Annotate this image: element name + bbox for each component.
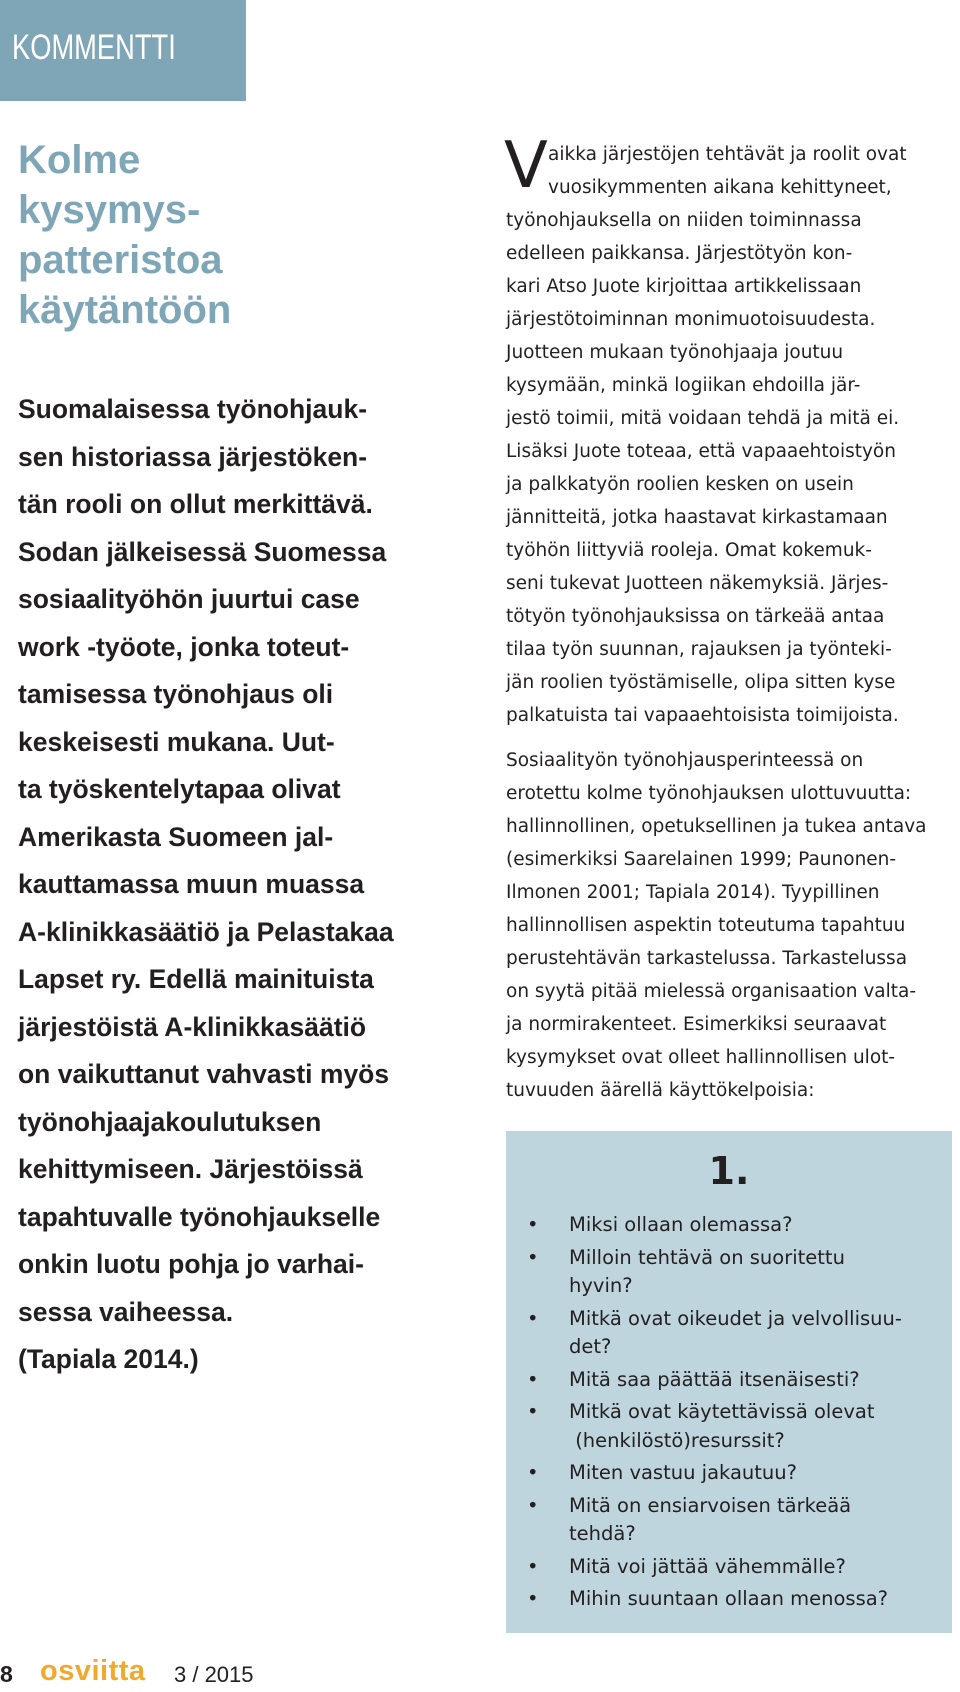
question-item [524,1459,934,1488]
body-line: edelleen paikkansa. Järjestötyön kon- [506,243,853,264]
question-text: Mitä on ensiarvoisen tärkeää [569,1493,852,1517]
question-text: tehdä? [569,1522,636,1545]
question-text: Mitä saa päättää itsenäisesti? [569,1367,860,1391]
question-item [524,1305,934,1362]
body-line: tötyön työnohjauksissa on tärkeää antaa [506,606,885,627]
body-line: aikka järjestöjen tehtävät ja roolit ovat [548,144,907,165]
question-text: Mitkä ovat käytettävissä olevat [569,1400,875,1423]
lead-line: tapahtuvalle työnohjaukselle [18,1201,381,1232]
body-line: palkatuista tai vapaaehtoisista toimijoista. [506,705,899,726]
bullet-icon: • [527,1461,539,1484]
question-text: (henkilöstö)resurssit? [569,1428,785,1452]
lead-line: keskeisesti mukana. Uut- [18,726,335,757]
section-label: KOMMENTTI [12,28,176,67]
page-number: 8 [0,1661,13,1687]
body-paragraph-2 [506,744,936,1107]
body-line: erotettu kolme työnohjauksen ulottuvuutta: [506,783,912,804]
lead-line: work -työote, jonka toteut- [18,631,350,662]
question-text: Miksi ollaan olemassa? [569,1213,793,1236]
title-column [18,135,458,335]
lead-line: Suomalaisessa työnohjauk- [18,394,368,424]
body-line: työhön liittyviä rooleja. Omat kokemuk- [506,540,872,561]
question-item [524,1492,934,1549]
question-box [506,1131,952,1633]
lead-line: A-klinikkasäätiö ja Pelastakaa [18,916,394,947]
magazine-logo: osviitta [40,1655,146,1687]
lead-line: kauttamassa muun muassa [18,869,365,899]
body-line: Sosiaalityön työnohjausperinteessä on [506,750,864,771]
lead-line: ta työskentelytapaa olivat [18,774,341,804]
body-line: tuvuuden äärellä käyttökelpoisia: [506,1080,815,1101]
question-item [524,1366,934,1395]
body-line: jän roolien työstämiselle, olipa sitten kyse [506,672,896,693]
lead-line: sen historiassa järjestöken- [18,441,368,472]
lead-line: sosiaalityöhön juurtui case [18,584,360,614]
body-line: järjestötoiminnan monimuotoisuudesta. [506,309,876,330]
lead-line: tän rooli on ollut merkittävä. [18,489,373,519]
body-line: Lisäksi Juote toteaa, että vapaaehtoistyön [506,441,896,462]
bullet-icon: • [527,1306,539,1330]
body-line: jännitteitä, jotka haastavat kirkastamaan [506,507,888,528]
lead-line: Amerikasta Suomeen jal- [18,821,334,852]
body-column [504,129,936,1107]
question-text: Milloin tehtävä on suoritettu [569,1245,845,1269]
body-line: tilaa työn suunnan, rajauksen ja työnteki- [506,639,892,660]
body-line: ja palkkatyön roolien kesken on usein [506,474,854,495]
body-line: perustehtävän tarkastelussa. Tarkastelussa [506,948,908,969]
bullet-icon: • [527,1367,539,1391]
title-line: kysymys- [18,188,201,232]
question-text: Miten vastuu jakautuu? [569,1461,797,1484]
body-line: ja normirakenteet. Esimerkiksi seuraavat [506,1014,887,1035]
body-line: hallinnollisen aspektin toteutuma tapahtuu [506,915,906,936]
lead-line: tamisessa työnohjaus oli [18,679,334,709]
lead-line: sessa vaiheessa. [18,1296,234,1327]
body-line: kysymään, minkä logiikan ehdoilla jär- [506,375,861,396]
article-title [18,135,458,335]
bullet-icon: • [527,1213,539,1236]
drop-cap: V [504,129,548,203]
question-item [524,1398,934,1455]
lead-line: on vaikuttanut vahvasti myös [18,1059,390,1089]
body-line: hallinnollinen, opetuksellinen ja tukea antava [506,816,927,837]
lead-line: onkin luotu pohja jo varhai- [18,1249,364,1279]
title-line: patteristoa [18,238,223,282]
bullet-icon: • [527,1493,539,1517]
lead-line: (Tapiala 2014.) [18,1344,199,1374]
body-line: (esimerkiksi Saarelainen 1999; Paunonen- [506,849,897,870]
body-line: työnohjauksella on niiden toiminnassa [506,210,862,231]
body-line: jestö toimii, mitä voidaan tehdä ja mitä ei. [506,408,900,429]
issue-label: 3 / 2015 [174,1662,254,1687]
section-label-band [0,0,246,101]
title-line: Kolme [18,138,141,182]
bullet-icon: • [527,1245,539,1269]
question-text: det? [569,1335,612,1358]
lead-line: Lapset ry. Edellä mainituista [18,964,374,994]
lead-line: työnohjaajakoulutuksen [18,1106,322,1137]
body-line: Juotteen mukaan työnohjaaja joutuu [506,342,844,363]
box-number: 1. [708,1149,750,1193]
bullet-icon: • [527,1400,539,1423]
lead-line: järjestöistä A-klinikkasäätiö [18,1011,367,1042]
body-line: kysymykset ovat olleet hallinnollisen ulot- [506,1047,896,1068]
body-paragraph-1 [506,138,936,732]
body-line: seni tukevat Juotteen näkemyksiä. Järjes- [506,573,889,594]
body-line: kari Atso Juote kirjoittaa artikkelissaan [506,276,862,297]
body-line: on syytä pitää mielessä organisaation valta- [506,981,917,1002]
question-text: Mihin suuntaan ollaan menossa? [569,1587,889,1610]
question-item [524,1585,934,1614]
bullet-icon: • [527,1554,539,1578]
question-item [524,1244,934,1301]
title-line: käytäntöön [18,288,232,332]
body-line: Ilmonen 2001; Tapiala 2014). Tyypillinen [506,882,880,903]
question-item [524,1211,934,1240]
question-item [524,1553,934,1582]
question-text: Mitkä ovat oikeudet ja velvollisuu- [569,1306,902,1330]
lead-line: Sodan jälkeisessä Suomessa [18,536,387,567]
question-text: hyvin? [569,1274,633,1297]
body-line: vuosikymmenten aikana kehittyneet, [548,177,892,198]
question-text: Mitä voi jättää vähemmälle? [569,1554,846,1578]
question-list [524,1211,934,1618]
page-footer [0,1655,400,1689]
lead-line: kehittymiseen. Järjestöissä [18,1154,363,1184]
bullet-icon: • [527,1587,539,1610]
lead-paragraph [18,386,458,1384]
